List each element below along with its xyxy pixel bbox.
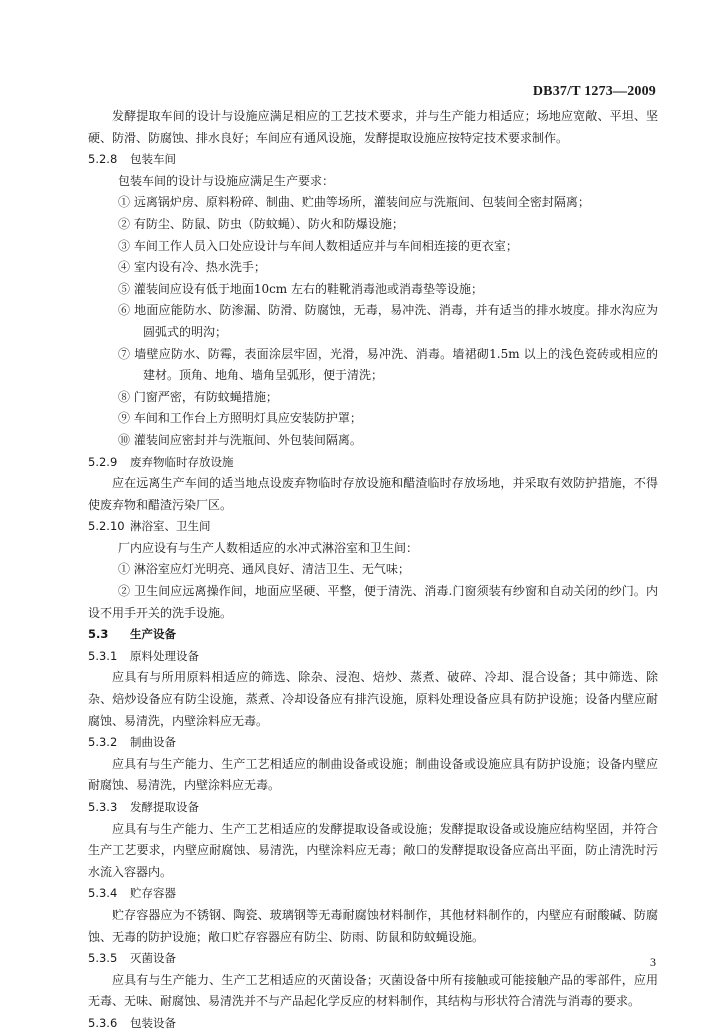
section-number: 5.3.6	[88, 1015, 118, 1030]
section-heading	[88, 883, 658, 905]
section-title: 包装车间	[130, 152, 176, 167]
paragraph: 应具有与生产能力、生产工艺相适应的制曲设备或设施；制曲设备或设施应具有防护设施；设备内壁应耐腐蚀、易清洗，内壁涂料应无毒。	[88, 756, 658, 793]
list-item: ⑥ 地面应能防水、防渗漏、防滑、防腐蚀，无毒，易冲洗、消毒，并有适当的排水坡度。排水沟应为圆弧式的明沟；	[118, 303, 658, 339]
list-item: ⑨ 车间和工作台上方照明灯具应安装防护罩；	[118, 411, 362, 426]
list-item: ⑤ 灌装间应设有低于地面10cm 左右的鞋靴消毒池或消毒垫等设施；	[118, 281, 484, 296]
section-heading	[88, 624, 658, 646]
section-heading	[88, 452, 658, 474]
section-title: 发酵提取设备	[130, 800, 199, 814]
page-number: 3	[650, 955, 656, 969]
section-number: 5.2.10	[88, 519, 125, 534]
section-heading	[88, 948, 658, 970]
paragraph: 发酵提取车间的设计与设施应满足相应的工艺技术要求，并与生产能力相适应；场地应宽敞、平坦、坚硬、防滑、防腐蚀、排水良好；车间应有通风设施，发酵提取设施应按特定技术要求制作。	[88, 109, 658, 145]
section-number: 5.2.8	[88, 152, 118, 167]
paragraph: 应具有与生产能力、生产工艺相适应的灭菌设备；灭菌设备中所有接触或可能接触产品的零部件，应用无毒、无味、耐腐蚀、易清洗并不与产品起化学反应的材料制作，其结构与形状符合清洗与消毒的要求。	[88, 972, 658, 1009]
list-item: ④ 室内设有冷、热水洗手；	[118, 260, 266, 275]
section-title: 原料处理设备	[130, 648, 199, 663]
sub-intro: 包装车间的设计与设施应满足生产要求：	[118, 173, 335, 188]
document-body	[88, 106, 658, 1035]
section-number: 5.3.1	[88, 648, 118, 663]
section-title: 灭菌设备	[130, 951, 176, 966]
section-number: 5.3.3	[88, 800, 118, 814]
section-number: 5.3.4	[88, 886, 118, 901]
list-item: ② 有防尘、防鼠、防虫（防蚊蝇）、防火和防爆设施；	[118, 216, 404, 231]
section-number: 5.3	[88, 627, 109, 642]
paragraph: 贮存容器应为不锈钢、陶瓷、玻璃钢等无毒耐腐蚀材料制作，其他材料制作的，内壁应有耐酸碱、防腐蚀、无毒的防护设施；敞口贮存容器应有防尘、防雨、防鼠和防蚊蝇设施。	[88, 907, 658, 944]
section-title: 淋浴室、卫生间	[130, 519, 211, 534]
section-heading	[88, 797, 658, 819]
list-item: ⑩ 灌装间应密封并与洗瓶间、外包装间隔离。	[118, 432, 362, 447]
section-number: 5.3.5	[88, 951, 118, 966]
paragraph: 应在远离生产车间的适当地点设废弃物临时存放设施和醋渣临时存放场地，并采取有效防护措施，不得使废弃物和醋渣污染厂区。	[88, 476, 658, 512]
section-heading	[88, 646, 658, 668]
list-item: ⑧ 门窗严密，有防蚊蝇措施；	[118, 389, 278, 404]
sub-intro: 厂内应设有与生产人数相适应的水冲式淋浴室和卫生间：	[118, 540, 419, 555]
section-number: 5.2.9	[88, 454, 118, 469]
standard-code: DB37/T 1273—2009	[532, 84, 656, 99]
section-title: 生产设备	[130, 627, 176, 642]
list-item: ③ 车间工作人员入口处应设计与车间人数相适应并与车间相连接的更衣室；	[118, 238, 518, 253]
paragraph: 应具有与所用原料相适应的筛选、除杂、浸泡、焙炒、蒸煮、破碎、冷却、混合设备；其中筛选、除杂、焙炒设备应有防尘设施，蒸煮、冷却设备应有排汽设施，原料处理设备应具有防护设施；设备内壁应耐腐蚀、易清洗，内壁涂料应无毒。	[88, 670, 658, 728]
section-number: 5.3.2	[88, 735, 118, 750]
section-heading	[88, 149, 658, 171]
list-item: ② 卫生间应远离操作间，地面应坚硬、平整，便于清洗、消毒.门窗须装有纱窗和自动关闭的纱门。内设不用手开关的洗手设施。	[88, 584, 658, 620]
section-title: 制曲设备	[130, 735, 176, 750]
section-title: 贮存容器	[130, 886, 176, 901]
list-item: ① 淋浴室应灯光明亮、通风良好、清洁卫生、无气味；	[118, 562, 410, 577]
section-title: 废弃物临时存放设施	[130, 454, 234, 469]
paragraph: 应具有与生产能力、生产工艺相适应的发酵提取设备或设施；发酵提取设备或设施应结构坚固，并符合生产工艺要求，内壁应耐腐蚀、易清洗，内壁涂料应无毒；敞口的发酵提取设备应高出平面，防止清洗时污水流入容器内。	[88, 821, 658, 879]
list-item: ① 远离锅炉房、原料粉碎、制曲、贮曲等场所，灌装间应与洗瓶间、包装间全密封隔离；	[118, 195, 590, 210]
section-heading	[88, 732, 658, 754]
section-heading	[88, 516, 658, 538]
list-item: ⑦ 墙壁应防水、防霉，表面涂层牢固，光滑，易冲洗、消毒。墙裙砌1.5m 以上的浅色瓷砖或相应的建材。顶角、地角、墙角呈弧形，便于清洗；	[118, 346, 658, 383]
section-title: 包装设备	[130, 1015, 176, 1030]
